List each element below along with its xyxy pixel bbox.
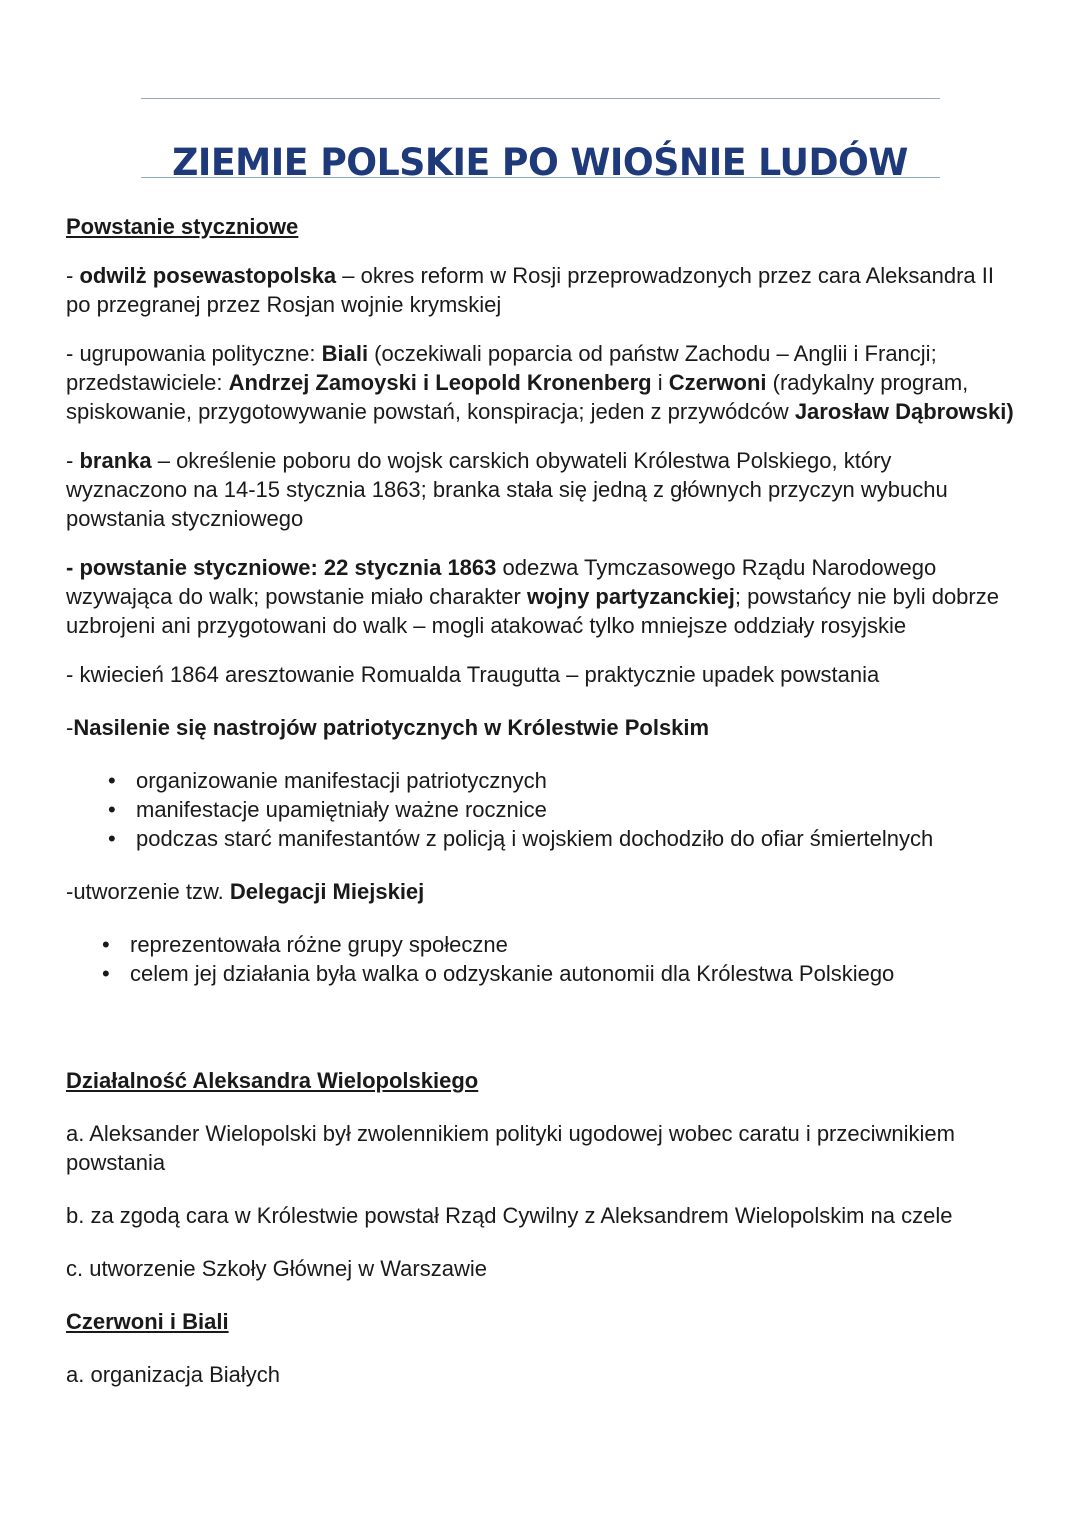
section-heading-wielopolski: Działalność Aleksandra Wielopolskiego [66, 1068, 479, 1093]
paragraph-nasilenie: -Nasilenie się nastrojów patriotycznych w Królestwie Polskim [66, 715, 710, 740]
paragraph-powstanie-styczniowe: - powstanie styczniowe: 22 stycznia 1863 odezwa Tymczasowego Rządu Narodowego wzywająca do walk; powstanie miało charakter wojny partyzanckiej; powstańcy nie byli dobrze uzbrojeni ani przygotowani do walk – mogli atakować tylko mniejsze oddziały rosyjskie [66, 555, 999, 638]
list-delegacja [66, 930, 1016, 988]
paragraph-czerwoni-biali-a: a. organizacja Białych [66, 1362, 281, 1387]
paragraph-branka: - branka – określenie poboru do wojsk carskich obywateli Królestwa Polskiego, który wyznaczono na 14-15 stycznia 1863; branka stała się jedną z głównych przyczyn wybuchu powstania styczniowego [66, 448, 948, 531]
paragraph-wielopolski-b: b. za zgodą cara w Królestwie powstał Rząd Cywilny z Aleksandrem Wielopolskim na czele [66, 1203, 953, 1228]
term-odwilz: odwilż posewastopolska [79, 263, 337, 288]
title-rule-top [141, 98, 940, 99]
term-branka: branka [79, 448, 152, 473]
paragraph-ugrupowania: - ugrupowania polityczne: Biali (oczekiwali poparcia od państw Zachodu – Anglii i Francji; przedstawiciele: Andrzej Zamoyski i Leopold Kronenberg i Czerwoni (radykalny program, spiskowanie, przygotowywanie powstań, konspiracja; jeden z przywódców Jarosław Dąbrowski) [66, 341, 1014, 424]
list-nastroje [66, 766, 1016, 853]
list-item: • reprezentowała różne grupy społeczne [66, 930, 1016, 959]
list-item: • manifestacje upamiętniały ważne rocznice [66, 795, 1016, 824]
list-item: • celem jej działania była walka o odzyskanie autonomii dla Królestwa Polskiego [66, 959, 1016, 988]
page-title: ZIEMIE POLSKIE PO WIOŚNIE LUDÓW [172, 140, 908, 184]
paragraph-traugutt: - kwiecień 1864 aresztowanie Romualda Traugutta – praktycznie upadek powstania [66, 662, 880, 687]
document-body [66, 212, 1016, 1389]
paragraph-odwilz: - odwilż posewastopolska – okres reform w Rosji przeprowadzonych przez cara Aleksandra II po przegranej przez Rosjan wojnie krymskiej [66, 263, 995, 317]
paragraph-wielopolski-c: c. utworzenie Szkoły Głównej w Warszawie [66, 1256, 487, 1281]
title-rule-bottom [141, 177, 940, 178]
paragraph-delegacja: -utworzenie tzw. Delegacji Miejskiej [66, 879, 425, 904]
paragraph-wielopolski-a: a. Aleksander Wielopolski był zwolennikiem polityki ugodowej wobec caratu i przeciwnikiem powstania [66, 1121, 955, 1175]
list-item: • organizowanie manifestacji patriotycznych [66, 766, 1016, 795]
section-heading-powstanie: Powstanie styczniowe [66, 214, 299, 239]
list-item: • podczas starć manifestantów z policją i wojskiem dochodziło do ofiar śmiertelnych [66, 824, 1016, 853]
section-heading-czerwoni-biali: Czerwoni i Biali [66, 1309, 229, 1334]
